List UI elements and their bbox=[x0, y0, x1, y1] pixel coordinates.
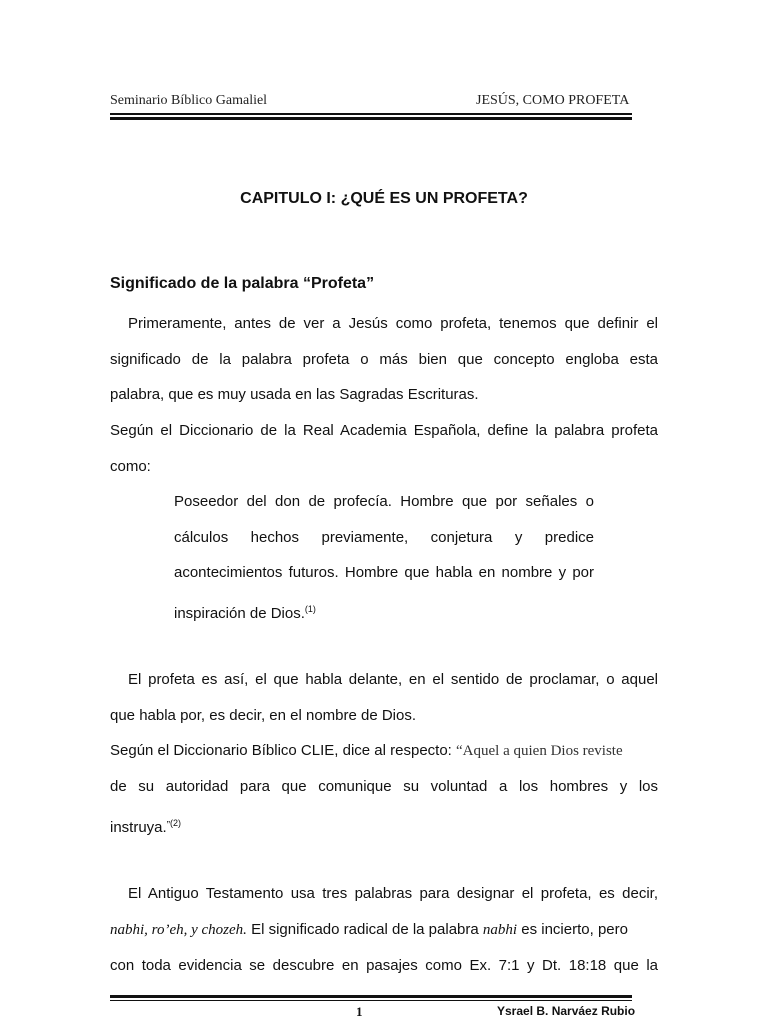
p1-line2: significado de la palabra profeta o más bien que concepto engloba esta bbox=[110, 351, 658, 368]
p5-line2-mid: El significado radical de la palabra bbox=[246, 921, 483, 938]
p4-line3-mark: ” bbox=[166, 820, 171, 831]
header-right: JESÚS, COMO PROFETA bbox=[476, 93, 630, 108]
p5-line2-term: nabhi bbox=[482, 922, 518, 938]
quote1-line1: Poseedor del don de profecía. Hombre que por señales o bbox=[174, 493, 594, 510]
page-number: 1 bbox=[356, 1004, 363, 1019]
p5-line2-end: es incierto, pero bbox=[517, 921, 628, 938]
p5-line1: El Antiguo Testamento usa tres palabras para designar el profeta, es decir, bbox=[128, 885, 658, 902]
footer-rule-thick bbox=[110, 995, 632, 998]
p2-line1: Según el Diccionario de la Real Academia Española, define la palabra profeta bbox=[110, 422, 658, 439]
p5-line2-terms: nabhi, ro’eh, y chozeh. bbox=[110, 922, 247, 938]
p5-line2 bbox=[110, 920, 658, 940]
p4-line3-text: instruya. bbox=[110, 819, 167, 836]
p1-line1: Primeramente, antes de ver a Jesús como profeta, tenemos que definir el bbox=[128, 315, 658, 332]
section-title: Significado de la palabra “Profeta” bbox=[110, 275, 375, 292]
quote1-line4 bbox=[174, 599, 594, 624]
p3-line2: que habla por, es decir, en el nombre de Dios. bbox=[110, 707, 417, 724]
p4-line3 bbox=[110, 813, 658, 838]
chapter-title: CAPITULO I: ¿QUÉ ES UN PROFETA? bbox=[240, 190, 528, 207]
p4-line1 bbox=[110, 741, 658, 761]
quote1-line4-text: inspiración de Dios. bbox=[174, 605, 305, 622]
header-rule-thin bbox=[110, 113, 632, 115]
p3-line1: El profeta es así, el que habla delante, en el sentido de proclamar, o aquel bbox=[128, 671, 658, 688]
quote1-line2: cálculos hechos previamente, conjetura y predice bbox=[174, 529, 594, 546]
p5-line3: con toda evidencia se descubre en pasajes como Ex. 7:1 y Dt. 18:18 que la bbox=[110, 957, 658, 974]
footer-rule-thin bbox=[110, 1000, 632, 1001]
footer-author: Ysrael B. Narváez Rubio bbox=[497, 1004, 636, 1018]
header-rule-thick bbox=[110, 117, 632, 120]
header-left: Seminario Bíblico Gamaliel bbox=[110, 93, 268, 108]
p4-line1-quote: “Aquel a quien Dios reviste bbox=[456, 743, 623, 759]
footnote-ref-2: (2) bbox=[170, 818, 182, 828]
p4-line2: de su autoridad para que comunique su voluntad a los hombres y los bbox=[110, 778, 658, 795]
quote1-line3: acontecimientos futuros. Hombre que habla en nombre y por bbox=[174, 564, 594, 581]
p4-line1-text: Según el Diccionario Bíblico CLIE, dice al respecto: bbox=[110, 742, 457, 759]
p1-line3: palabra, que es muy usada en las Sagradas Escrituras. bbox=[110, 386, 479, 403]
p2-line2: como: bbox=[110, 458, 151, 475]
footnote-ref-1: (1) bbox=[304, 604, 316, 614]
